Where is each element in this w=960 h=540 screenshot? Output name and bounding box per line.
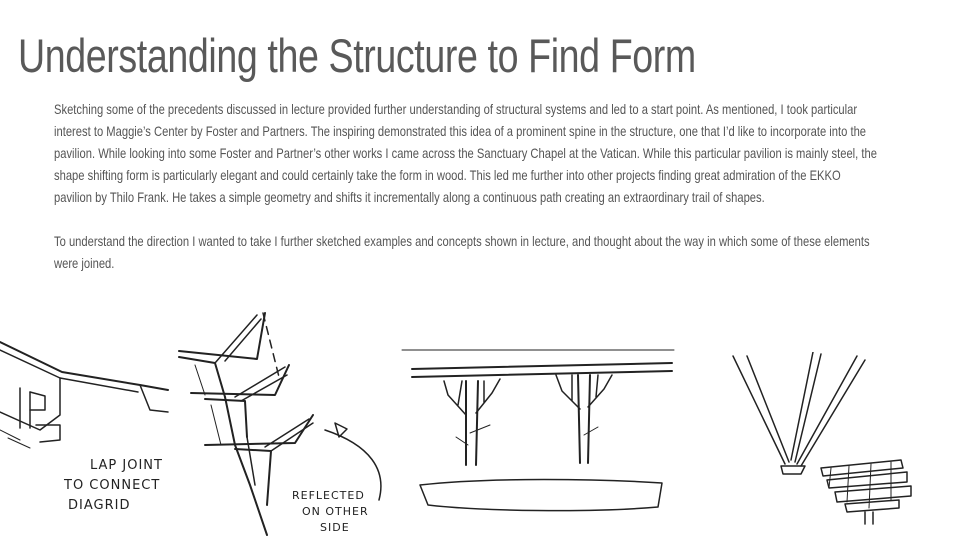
caption-line: LAP JOINT <box>90 458 163 473</box>
tree-columns-sketch <box>400 345 680 515</box>
body-text <box>54 98 878 296</box>
lap-joint-caption <box>64 456 163 516</box>
fan-spars-sketch <box>725 352 925 527</box>
reflected-caption <box>292 488 369 536</box>
caption-line: ON OTHER <box>302 505 369 518</box>
reflected-frames-sketch <box>175 305 405 540</box>
paragraph-direction: To understand the direction I wanted to take I further sketched examples and concepts shown in lecture, and thought about the way in which some of these elements were joined. <box>54 233 870 271</box>
caption-line: TO CONNECT <box>64 478 161 493</box>
caption-line: DIAGRID <box>68 498 131 513</box>
lap-joint-sketch <box>0 330 175 450</box>
caption-line: REFLECTED <box>292 489 365 502</box>
caption-line: SIDE <box>320 521 350 534</box>
paragraph-precedents: Sketching some of the precedents discussed in lecture provided further understanding of structural systems and led to a start point. As mentioned, I took particular interest to Maggie’s Center by Foster and Partners. The inspiring demonstrated this idea of a prominent spine in the structure, one that I’d like to incorporate into the pavilion. While looking into some Foster and Partner’s other works I came across the Sanctuary Chapel at the Vatican. While this particular pavilion is mainly steel, the shape shifting form is particularly elegant and could certainly take the form in wood. This led me further into other projects finding great admiration of the EKKO pavilion by Thilo Frank. He takes a simple geometry and shifts it incrementally along a continuous path creating an extraordinary trail of shapes. <box>54 101 877 205</box>
page-title: Understanding the Structure to Find Form <box>18 29 696 82</box>
